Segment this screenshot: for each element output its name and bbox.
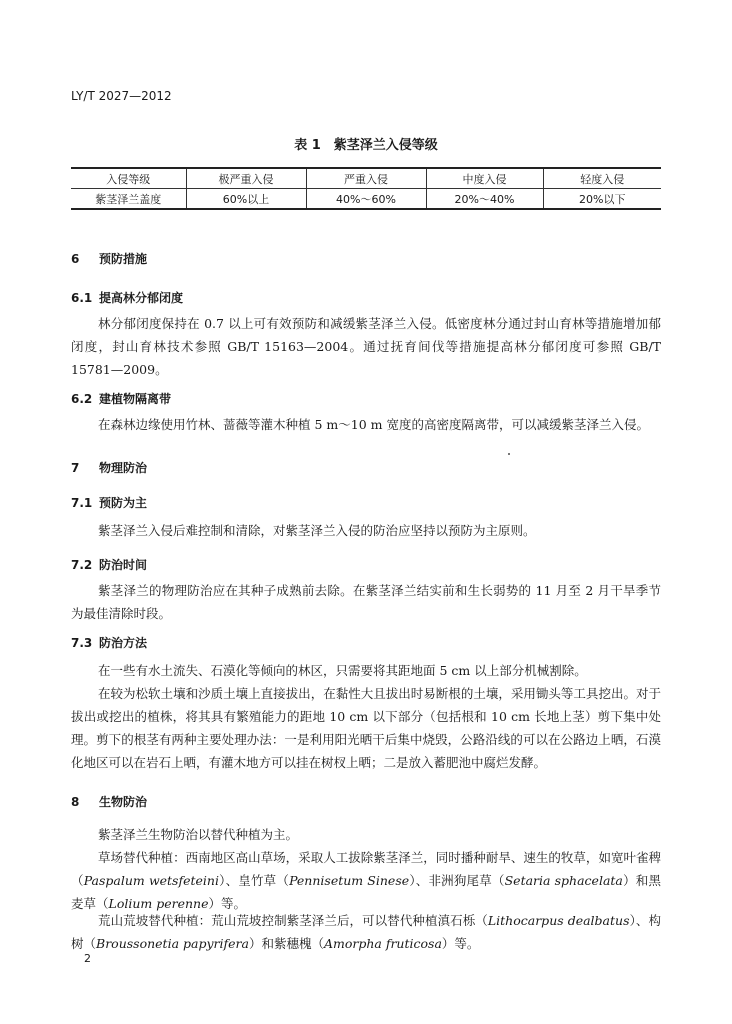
- section-title: 物理防治: [99, 461, 148, 475]
- table-header-cell: 极严重入侵: [186, 168, 306, 189]
- section-7-3-paragraph-1: 在一些有水土流失、石漠化等倾向的林区，只需要将其距地面 5 cm 以上部分机械割除。: [98, 663, 587, 678]
- section-title: 提高林分郁闭度: [99, 291, 184, 305]
- section-number: 7.3: [71, 636, 93, 650]
- text-run: 荒山荒坡替代种植：荒山荒坡控制紫茎泽兰后，可以替代种植滇石栎（: [98, 913, 488, 928]
- page-number: 2: [84, 952, 91, 965]
- table-cell: 20%以下: [543, 189, 661, 210]
- scan-dot: [508, 453, 510, 455]
- table-caption: 表 1 紫茎泽兰入侵等级: [294, 138, 438, 153]
- text-run: ）等。: [208, 896, 247, 911]
- section-number: 6.2: [71, 392, 93, 406]
- table-header-cell: 轻度入侵: [543, 168, 661, 189]
- section-title: 防治时间: [99, 558, 148, 572]
- section-8-heading: [71, 793, 147, 810]
- standard-code: LY/T 2027—2012: [71, 89, 172, 103]
- section-7-1-heading: [71, 494, 147, 511]
- text-run: ）等。: [441, 936, 480, 951]
- section-6-1-paragraph: 林分郁闭度保持在 0.7 以上可有效预防和减缓紫茎泽兰入侵。低密度林分通过封山育林等措施增加郁闭度，封山育林技术参照 GB/T 15163—2004。通过抚育间伐等措施提高林分郁闭度可参照 GB/T 15781—2009。: [71, 316, 661, 377]
- section-6-heading: [71, 250, 147, 267]
- section-number: 7.2: [71, 558, 93, 572]
- species-name: Lithocarpus dealbatus: [487, 913, 630, 928]
- section-title: 预防措施: [99, 252, 148, 266]
- section-number: 6: [71, 252, 80, 266]
- section-7-3-heading: [71, 634, 147, 651]
- invasion-level-table: [71, 167, 661, 210]
- section-number: 7: [71, 461, 80, 475]
- text-run: 草场替代种植：西南地区高山草场，采取人工拔除紫茎泽兰，同时播种耐旱、速生的牧草，如宽叶雀稗（: [71, 850, 661, 888]
- table-row: [71, 189, 661, 210]
- table-cell: 40%～60%: [306, 189, 426, 210]
- table-cell: 紫茎泽兰盖度: [71, 189, 186, 210]
- table-header-row: [71, 168, 661, 189]
- section-number: 8: [71, 795, 80, 809]
- species-name: Setaria sphacelata: [504, 873, 623, 888]
- text-run: ）和黑麦草（: [71, 873, 661, 911]
- table-cell: 20%～40%: [426, 189, 543, 210]
- species-name: Pennisetum Sinese: [289, 873, 410, 888]
- table-header-cell: 入侵等级: [71, 168, 186, 189]
- section-8-paragraph-3: [71, 909, 661, 955]
- section-7-2-heading: [71, 556, 147, 573]
- section-7-heading: [71, 459, 147, 476]
- section-7-2-paragraph: 紫茎泽兰的物理防治应在其种子成熟前去除。在紫茎泽兰结实前和生长弱势的 11 月至 2 月干旱季节为最佳清除时段。: [71, 583, 661, 621]
- section-title: 预防为主: [99, 496, 148, 510]
- table-header-cell: 严重入侵: [306, 168, 426, 189]
- section-8-paragraph-1: 紫茎泽兰生物防治以替代种植为主。: [98, 827, 299, 842]
- table-cell: 60%以上: [186, 189, 306, 210]
- section-title: 防治方法: [99, 636, 148, 650]
- table-header-cell: 中度入侵: [426, 168, 543, 189]
- section-title: 生物防治: [99, 795, 148, 809]
- text-run: ）、皇竹草（: [218, 873, 290, 888]
- species-name: Lolium perenne: [108, 896, 209, 911]
- text-run: ）和紫穗槐（: [248, 936, 324, 951]
- section-6-1-heading: [71, 289, 183, 306]
- species-name: Amorpha fruticosa: [323, 936, 442, 951]
- section-number: 6.1: [71, 291, 93, 305]
- section-7-3-paragraph-2: 在较为松软土壤和沙质土壤上直接拔出，在黏性大且拔出时易断根的土壤，采用锄头等工具挖出。对于拔出或挖出的植株，将其具有繁殖能力的距地 10 cm 以下部分（包括根和 10 cm 长地上茎）剪下集中处理。剪下的根茎有两种主要处理办法：一是利用阳光晒干后集中烧毁，公路沿线的可以在公路边上晒，石漠化地区可以在岩石上晒，有灌木地方可以挂在树杈上晒；二是放入蓄肥池中腐烂发酵。: [71, 686, 661, 770]
- species-name: Broussonetia papyrifera: [96, 936, 249, 951]
- species-name: Paspalum wetsfeteini: [83, 873, 219, 888]
- section-6-2-heading: [71, 390, 171, 407]
- section-7-1-paragraph: 紫茎泽兰入侵后难控制和清除，对紫茎泽兰入侵的防治应坚持以预防为主原则。: [98, 523, 536, 538]
- section-8-paragraph-2: [71, 846, 661, 915]
- section-title: 建植物隔离带: [99, 392, 172, 406]
- section-number: 7.1: [71, 496, 93, 510]
- section-6-2-paragraph: 在森林边缘使用竹林、蔷薇等灌木种植 5 m～10 m 宽度的高密度隔离带，可以减缓紫茎泽兰入侵。: [98, 417, 649, 432]
- text-run: ）、构树（: [71, 913, 661, 951]
- text-run: ）、非洲狗尾草（: [409, 873, 505, 888]
